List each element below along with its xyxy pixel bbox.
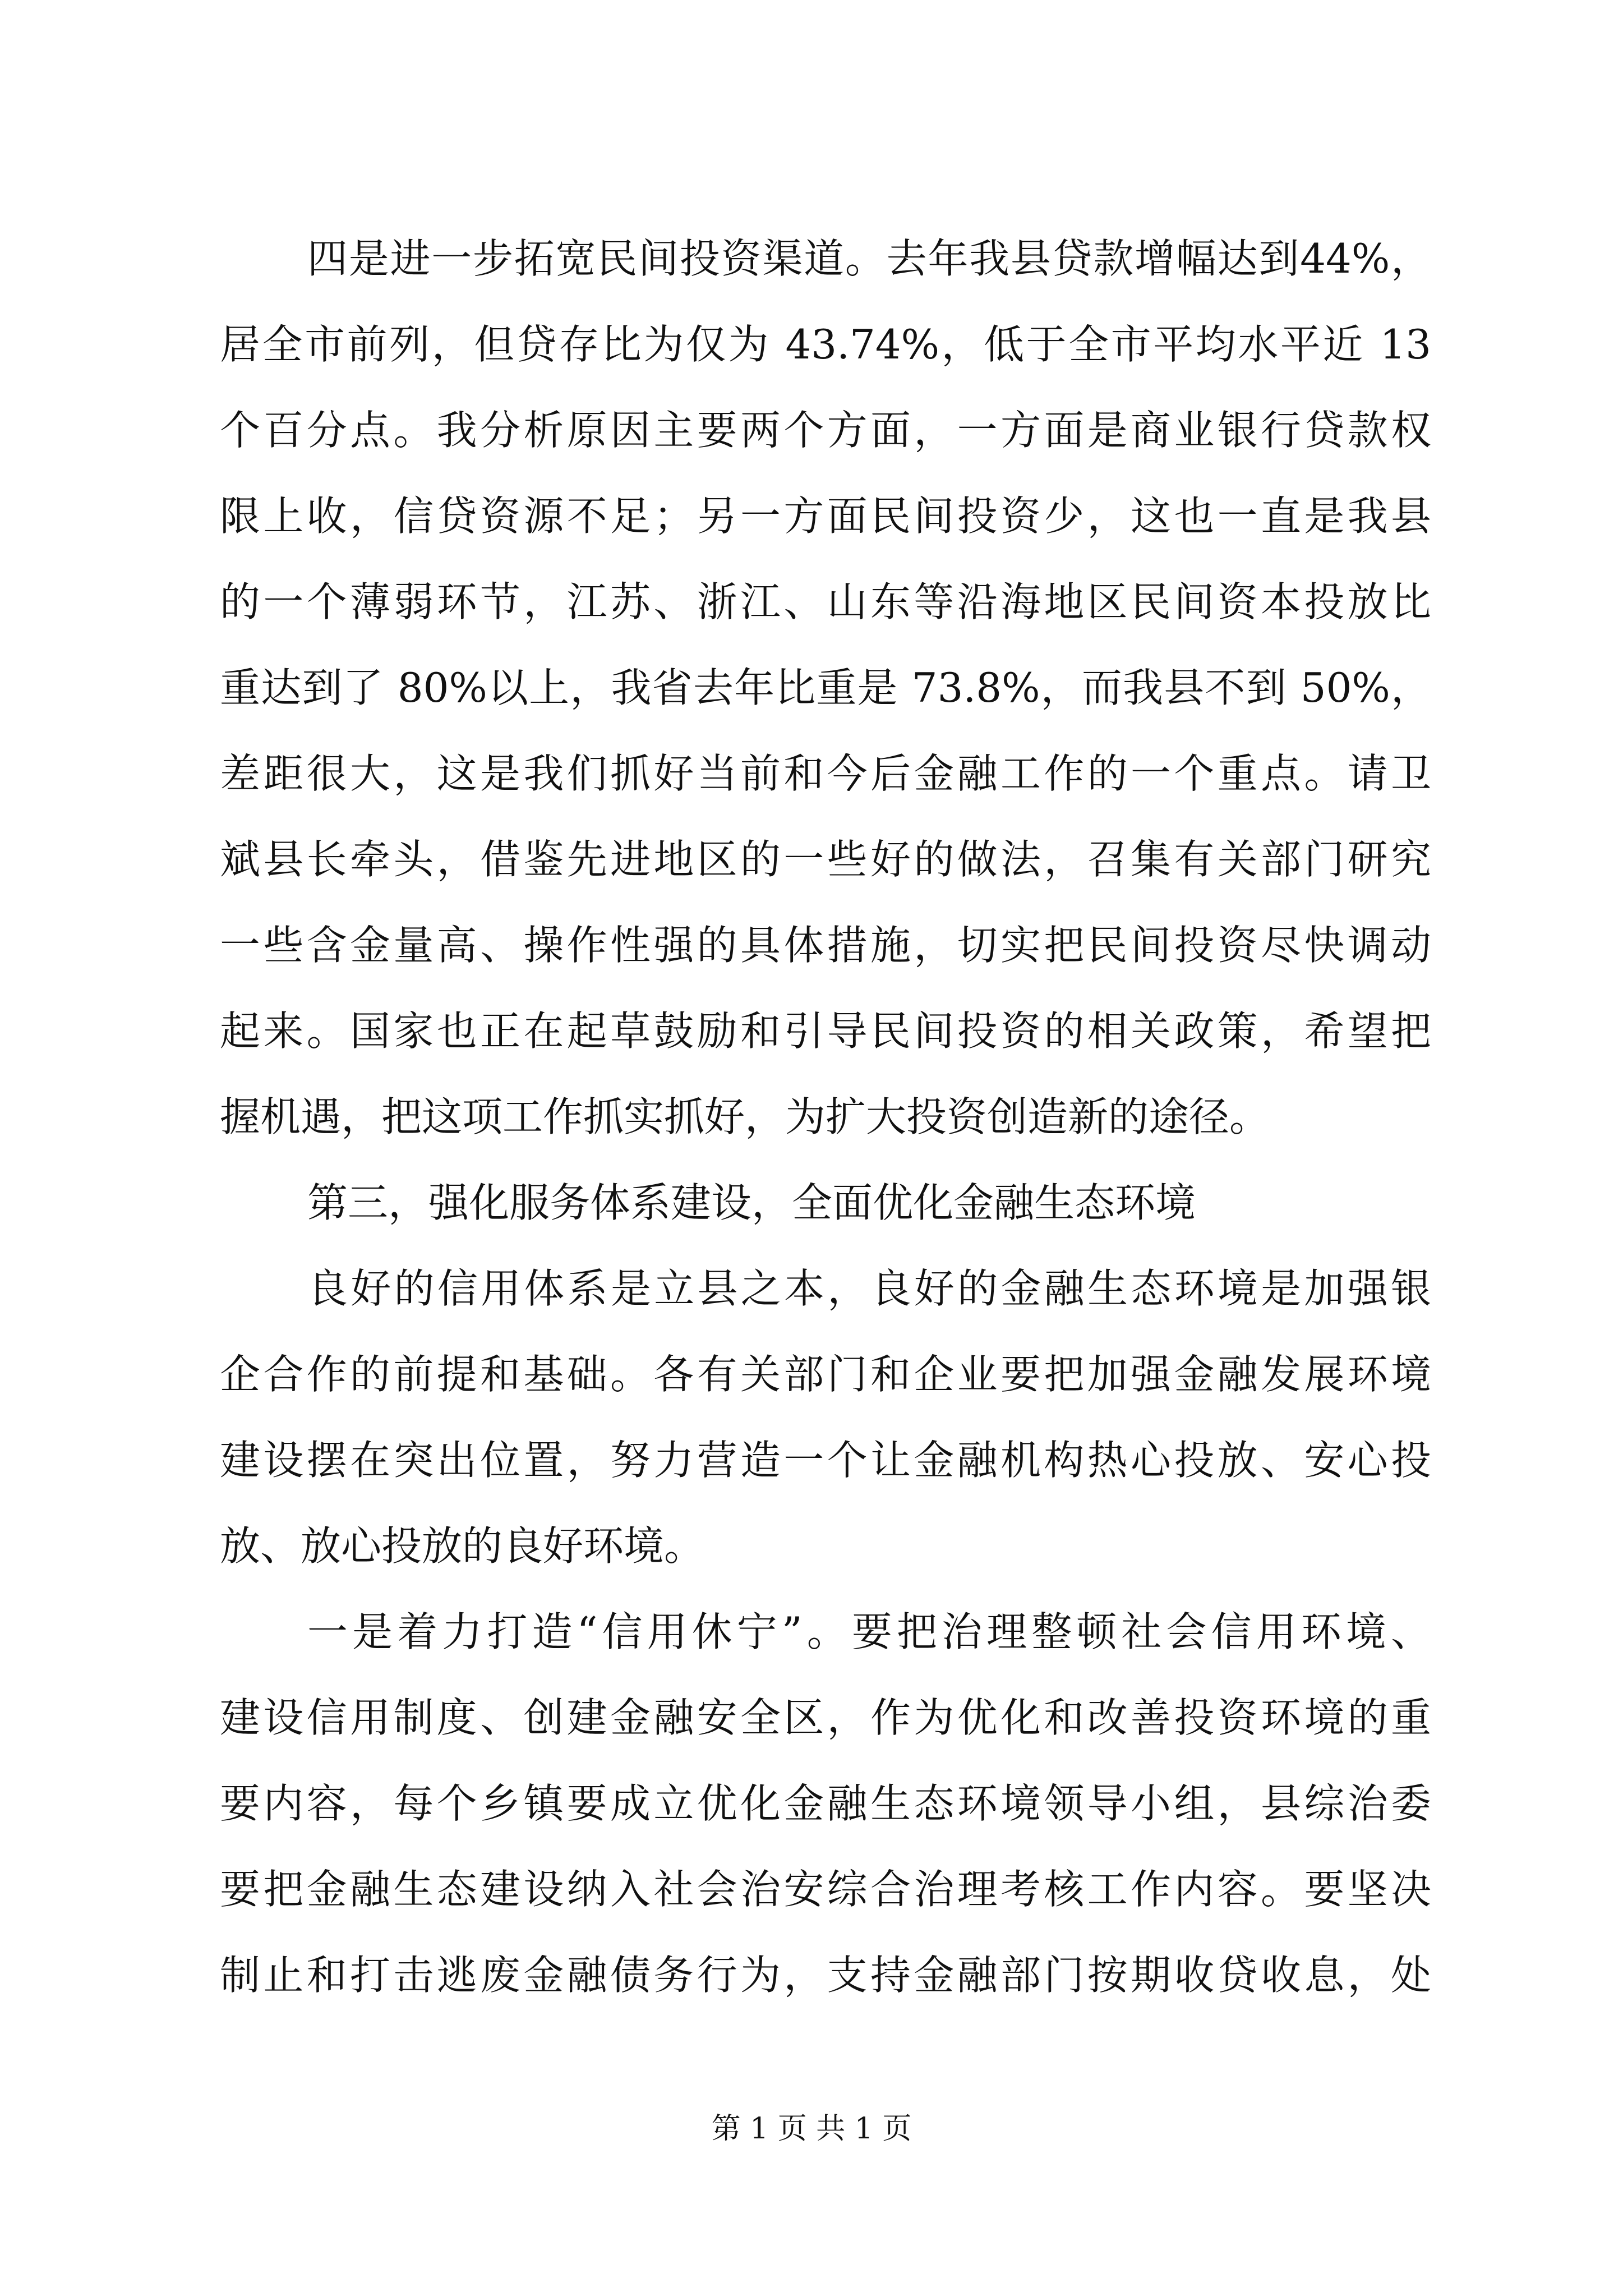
text-line: 居全市前列，但贷存比为仅为 43.74%，低于全市平均水平近 13 xyxy=(220,321,1431,368)
text-line: 起来。国家也正在起草鼓励和引导民间投资的相关政策，希望把 xyxy=(220,1007,1431,1055)
text-line: 放、放心投放的良好环境。 xyxy=(220,1522,705,1570)
text-line: 握机遇，把这项工作抓实抓好，为扩大投资创造新的途径。 xyxy=(220,1093,1270,1140)
paragraph-credit-system xyxy=(220,1246,1431,1589)
text-line: 四是进一步拓宽民间投资渠道。去年我县贷款增幅达到44%， xyxy=(307,235,1431,282)
text-line: 限上收，信贷资源不足；另一方面民间投资少，这也一直是我县 xyxy=(220,493,1431,540)
text-line: 要把金融生态建设纳入社会治安综合治理考核工作内容。要坚决 xyxy=(220,1866,1431,1913)
text-line: 的一个薄弱环节，江苏、浙江、山东等沿海地区民间资本投放比 xyxy=(220,578,1431,625)
page-footer xyxy=(0,2112,1623,2146)
heading-line: 第三，强化服务体系建设，全面优化金融生态环境 xyxy=(307,1179,1196,1226)
page-number-label: 第 1 页 共 1 页 xyxy=(711,2112,912,2146)
text-line: 建设信用制度、创建金融安全区，作为优化和改善投资环境的重 xyxy=(220,1694,1431,1741)
text-line: 制止和打击逃废金融债务行为，支持金融部门按期收贷收息，处 xyxy=(220,1952,1431,1999)
text-line: 差距很大，这是我们抓好当前和今后金融工作的一个重点。请卫 xyxy=(220,750,1431,797)
text-line: 一些含金量高、操作性强的具体措施，切实把民间投资尽快调动 xyxy=(220,922,1431,969)
text-line: 一是着力打造“信用休宁”。要把治理整顿社会信用环境、 xyxy=(307,1608,1431,1655)
document-body xyxy=(220,216,1431,2018)
text-line: 个百分点。我分析原因主要两个方面，一方面是商业银行贷款权 xyxy=(220,407,1431,454)
paragraph-private-investment xyxy=(220,216,1431,1160)
text-line: 重达到了 80%以上，我省去年比重是 73.8%，而我县不到 50%， xyxy=(220,664,1431,711)
paragraph-credit-xiuning xyxy=(220,1589,1431,2018)
text-line: 斌县长牵头，借鉴先进地区的一些好的做法，召集有关部门研究 xyxy=(220,836,1431,883)
text-line: 要内容，每个乡镇要成立优化金融生态环境领导小组，县综治委 xyxy=(220,1780,1431,1827)
section-heading xyxy=(220,1160,1431,1246)
text-line: 建设摆在突出位置，努力营造一个让金融机构热心投放、安心投 xyxy=(220,1437,1431,1484)
text-line: 企合作的前提和基础。各有关部门和企业要把加强金融发展环境 xyxy=(220,1351,1431,1398)
text-line: 良好的信用体系是立县之本，良好的金融生态环境是加强银 xyxy=(307,1265,1431,1312)
